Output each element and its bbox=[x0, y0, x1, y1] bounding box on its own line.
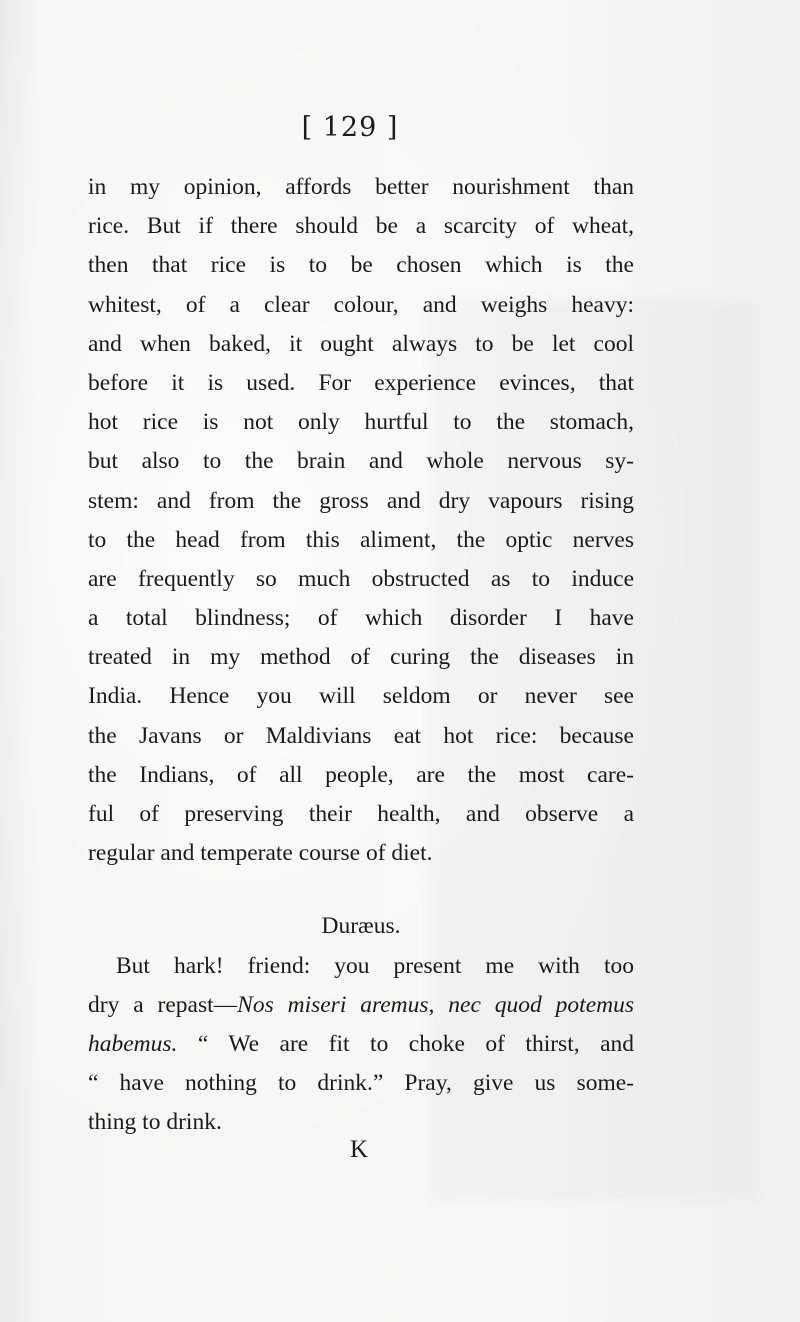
text-line: thing to drink. bbox=[88, 1109, 222, 1136]
text-line: a total blindness; of which disorder I have bbox=[88, 605, 634, 632]
text-line: regular and temperate course of diet. bbox=[88, 840, 433, 867]
text-line: treated in my method of curing the diseases in bbox=[88, 644, 634, 671]
text-line: before it is used. For experience evinces, that bbox=[88, 369, 634, 396]
text-line: ful of preserving their health, and observe a bbox=[88, 801, 634, 827]
text-line bbox=[88, 1025, 634, 1064]
text-line: and when baked, it ought always to be let cool bbox=[88, 330, 634, 357]
text-line: But hark! friend: you present me with too bbox=[116, 952, 634, 979]
body-text bbox=[88, 168, 634, 1143]
signature-mark: K bbox=[350, 1136, 369, 1163]
text-line bbox=[88, 986, 634, 1025]
text-line: then that rice is to be chosen which is the bbox=[88, 252, 634, 279]
page-number: [ 129 ] bbox=[301, 112, 399, 143]
text-line: stem: and from the gross and dry vapours rising bbox=[88, 487, 634, 514]
text-line: India. Hence you will seldom or never see bbox=[88, 683, 634, 710]
text-line: the Javans or Maldivians eat hot rice: because bbox=[88, 722, 634, 749]
text-line: in my opinion, affords better nourishment than bbox=[88, 174, 634, 200]
text-line: are frequently so much obstructed as to induce bbox=[88, 565, 634, 592]
text-span: “ We are fit to choke of thirst, and bbox=[177, 1030, 634, 1057]
text-span: dry a repast— bbox=[88, 991, 238, 1018]
text-line: rice. But if there should be a scarcity of wheat, bbox=[88, 213, 634, 240]
text-line: but also to the brain and whole nervous sy- bbox=[88, 448, 634, 475]
speaker-heading: Duræus. bbox=[321, 913, 401, 940]
text-line: to the head from this aliment, the optic nerves bbox=[88, 526, 634, 553]
latin-quote: Nos miseri aremus, nec quod potemus bbox=[237, 991, 635, 1018]
text-line: “ have nothing to drink.” Pray, give us some- bbox=[88, 1070, 634, 1097]
text-line: hot rice is not only hurtful to the stomach, bbox=[88, 409, 634, 436]
latin-quote: habemus. bbox=[88, 1030, 178, 1057]
text-line: whitest, of a clear colour, and weighs heavy: bbox=[88, 291, 634, 318]
text-line: the Indians, of all people, are the most care- bbox=[88, 761, 634, 788]
